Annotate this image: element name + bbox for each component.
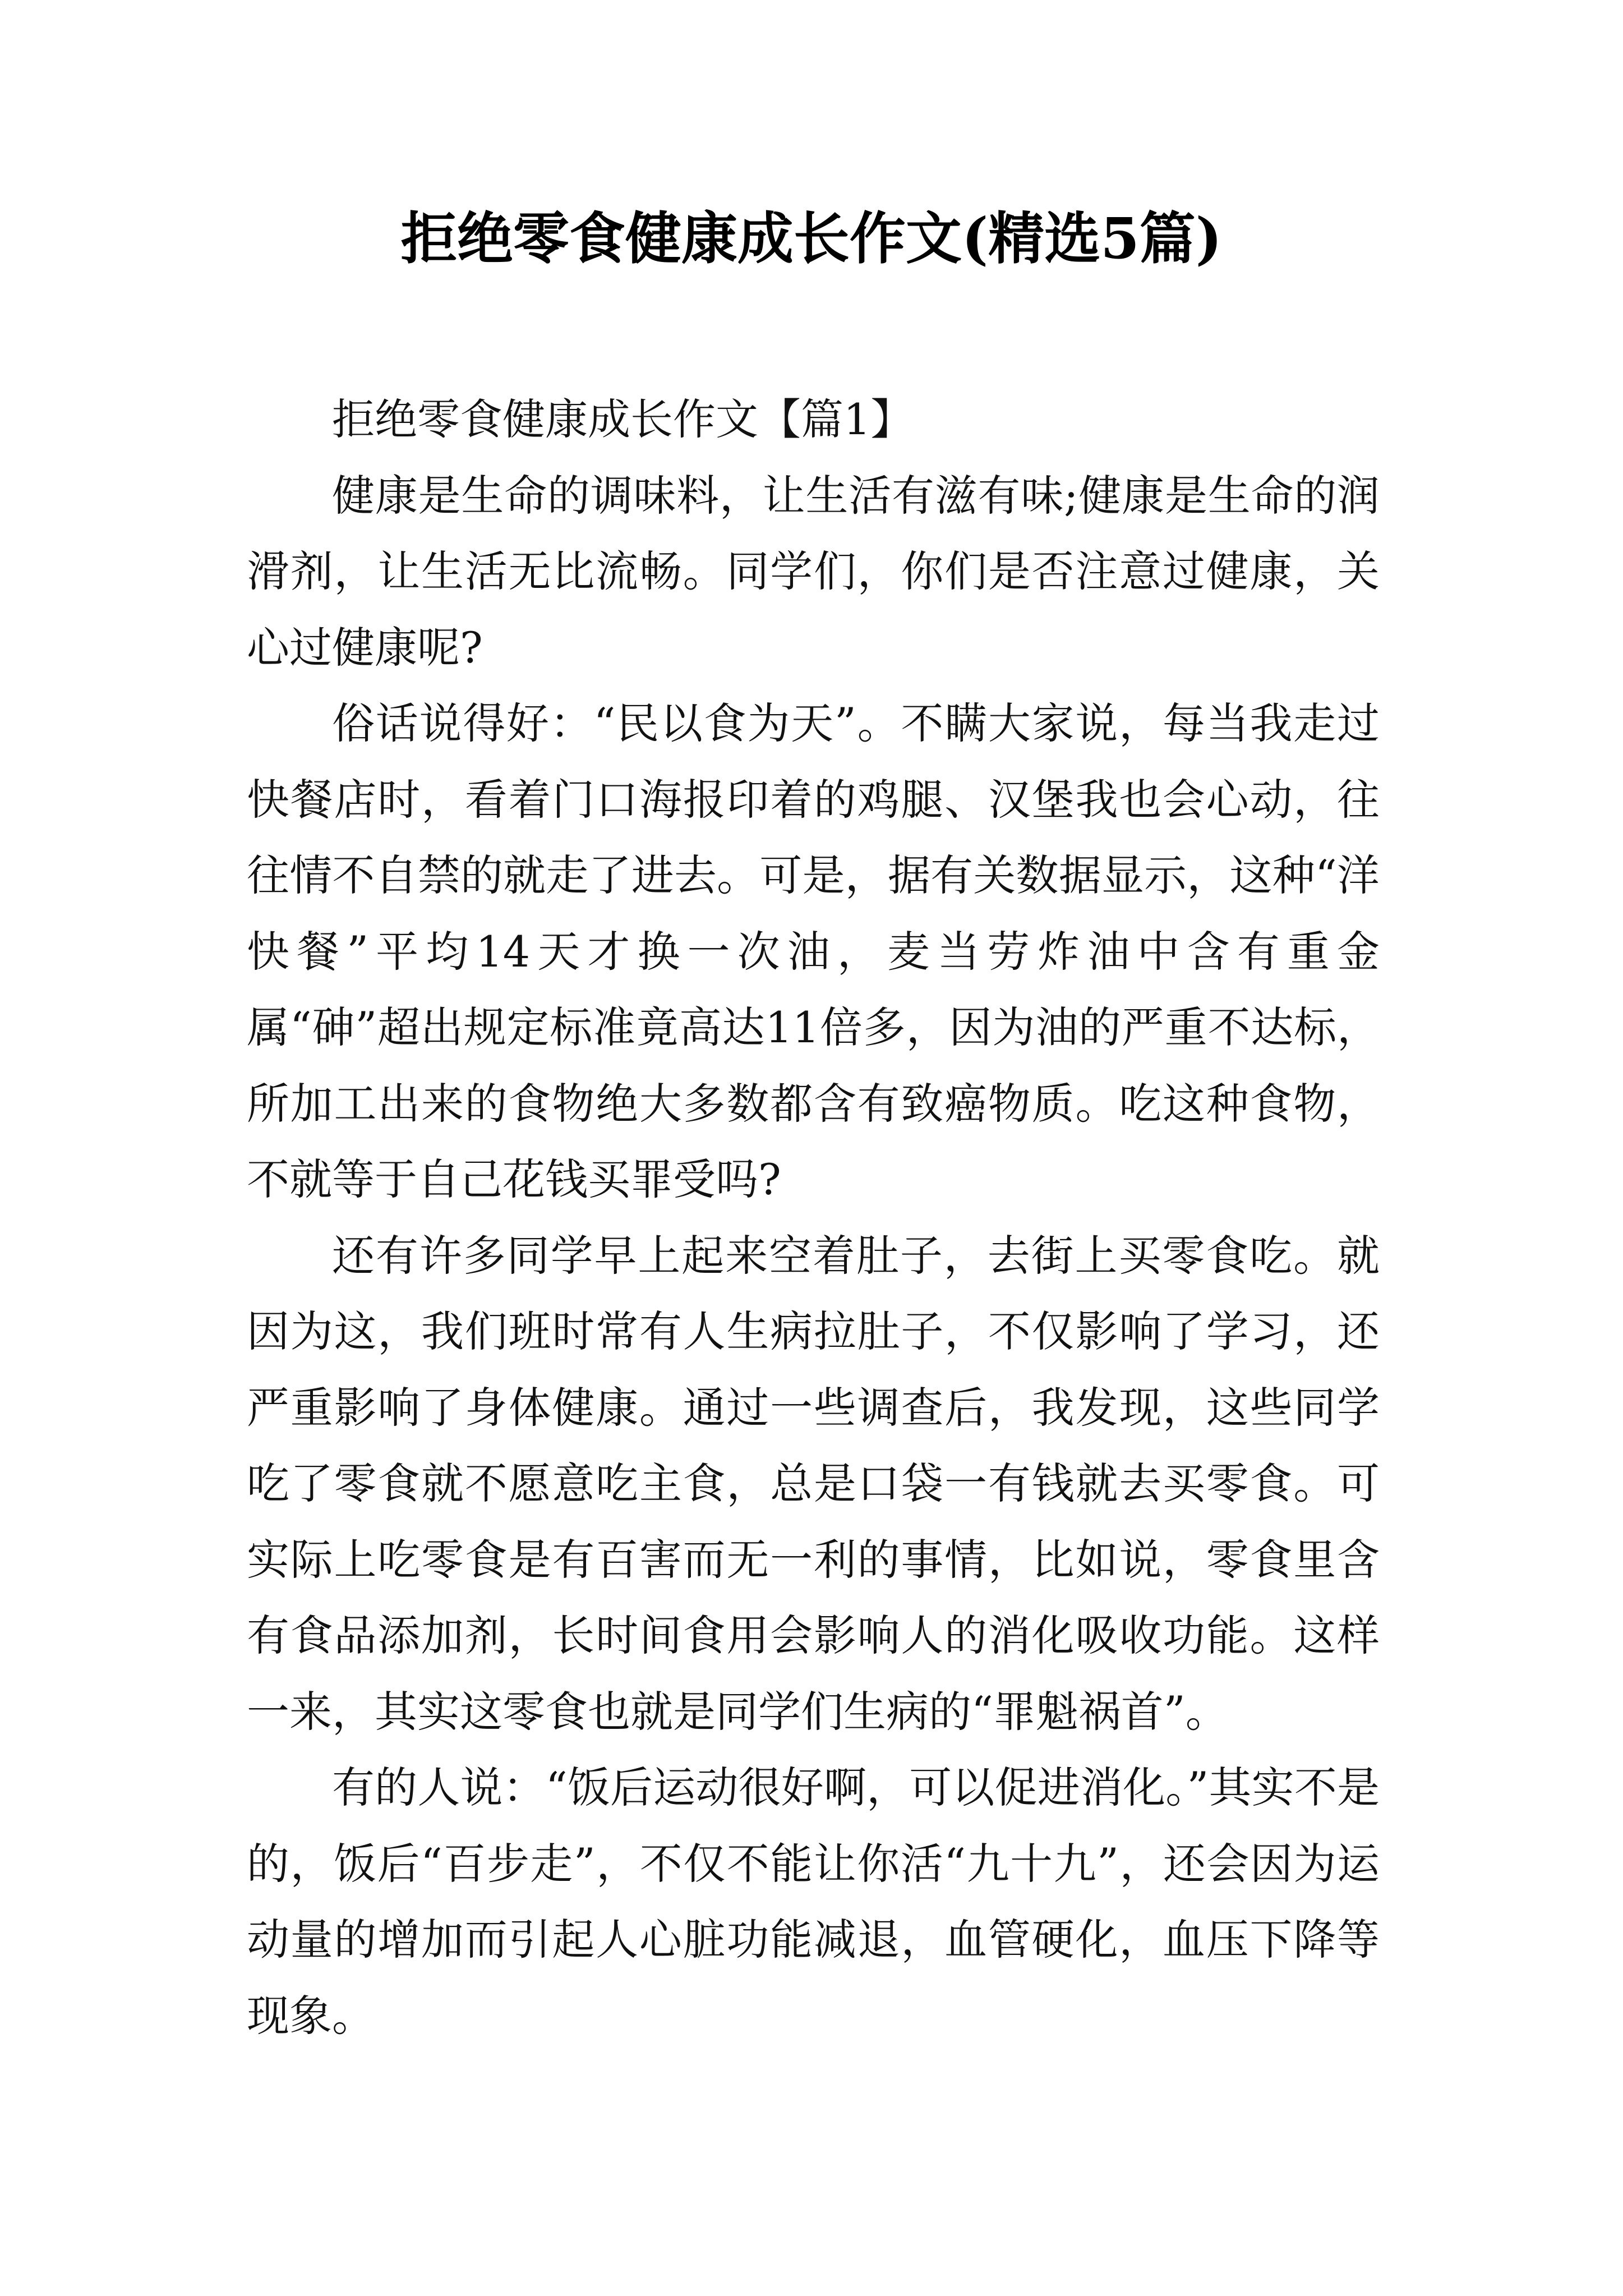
document-body bbox=[247, 381, 1380, 2054]
body-paragraph: 俗话说得好：“民以食为天”。不瞒大家说，每当我走过快餐店时，看着门口海报印着的鸡腿、汉堡我也会心动，往往情不自禁的就走了进去。可是，据有关数据显示，这种“洋快餐”平均14天才换一次油，麦当劳炸油中含有重金属“砷”超出规定标准竟高达11倍多，因为油的严重不达标，所加工出来的食物绝大多数都含有致癌物质。吃这种食物，不就等于自己花钱买罪受吗? bbox=[247, 698, 1380, 1204]
body-paragraph: 健康是生命的调味料，让生活有滋有味;健康是生命的润滑剂，让生活无比流畅。同学们，你们是否注意过健康，关心过健康呢? bbox=[247, 470, 1380, 673]
body-paragraph: 还有许多同学早上起来空着肚子，去街上买零食吃。就因为这，我们班时常有人生病拉肚子，不仅影响了学习，还严重影响了身体健康。通过一些调查后，我发现，这些同学吃了零食就不愿意吃主食，总是口袋一有钱就去买零食。可实际上吃零食是有百害而无一利的事情，比如说，零食里含有食品添加剂，长时间食用会影响人的消化吸收功能。这样一来，其实这零食也就是同学们生病的“罪魁祸首”。 bbox=[247, 1230, 1380, 1737]
body-paragraph: 有的人说：“饭后运动很好啊，可以促进消化。”其实不是的，饭后“百步走”，不仅不能让你活“九十九”，还会因为运动量的增加而引起人心脏功能减退，血管硬化，血压下降等现象。 bbox=[247, 1763, 1380, 2041]
document-title: 拒绝零食健康成长作文(精选5篇) bbox=[400, 205, 1223, 272]
section-heading: 拒绝零食健康成长作文【篇1】 bbox=[332, 394, 914, 444]
